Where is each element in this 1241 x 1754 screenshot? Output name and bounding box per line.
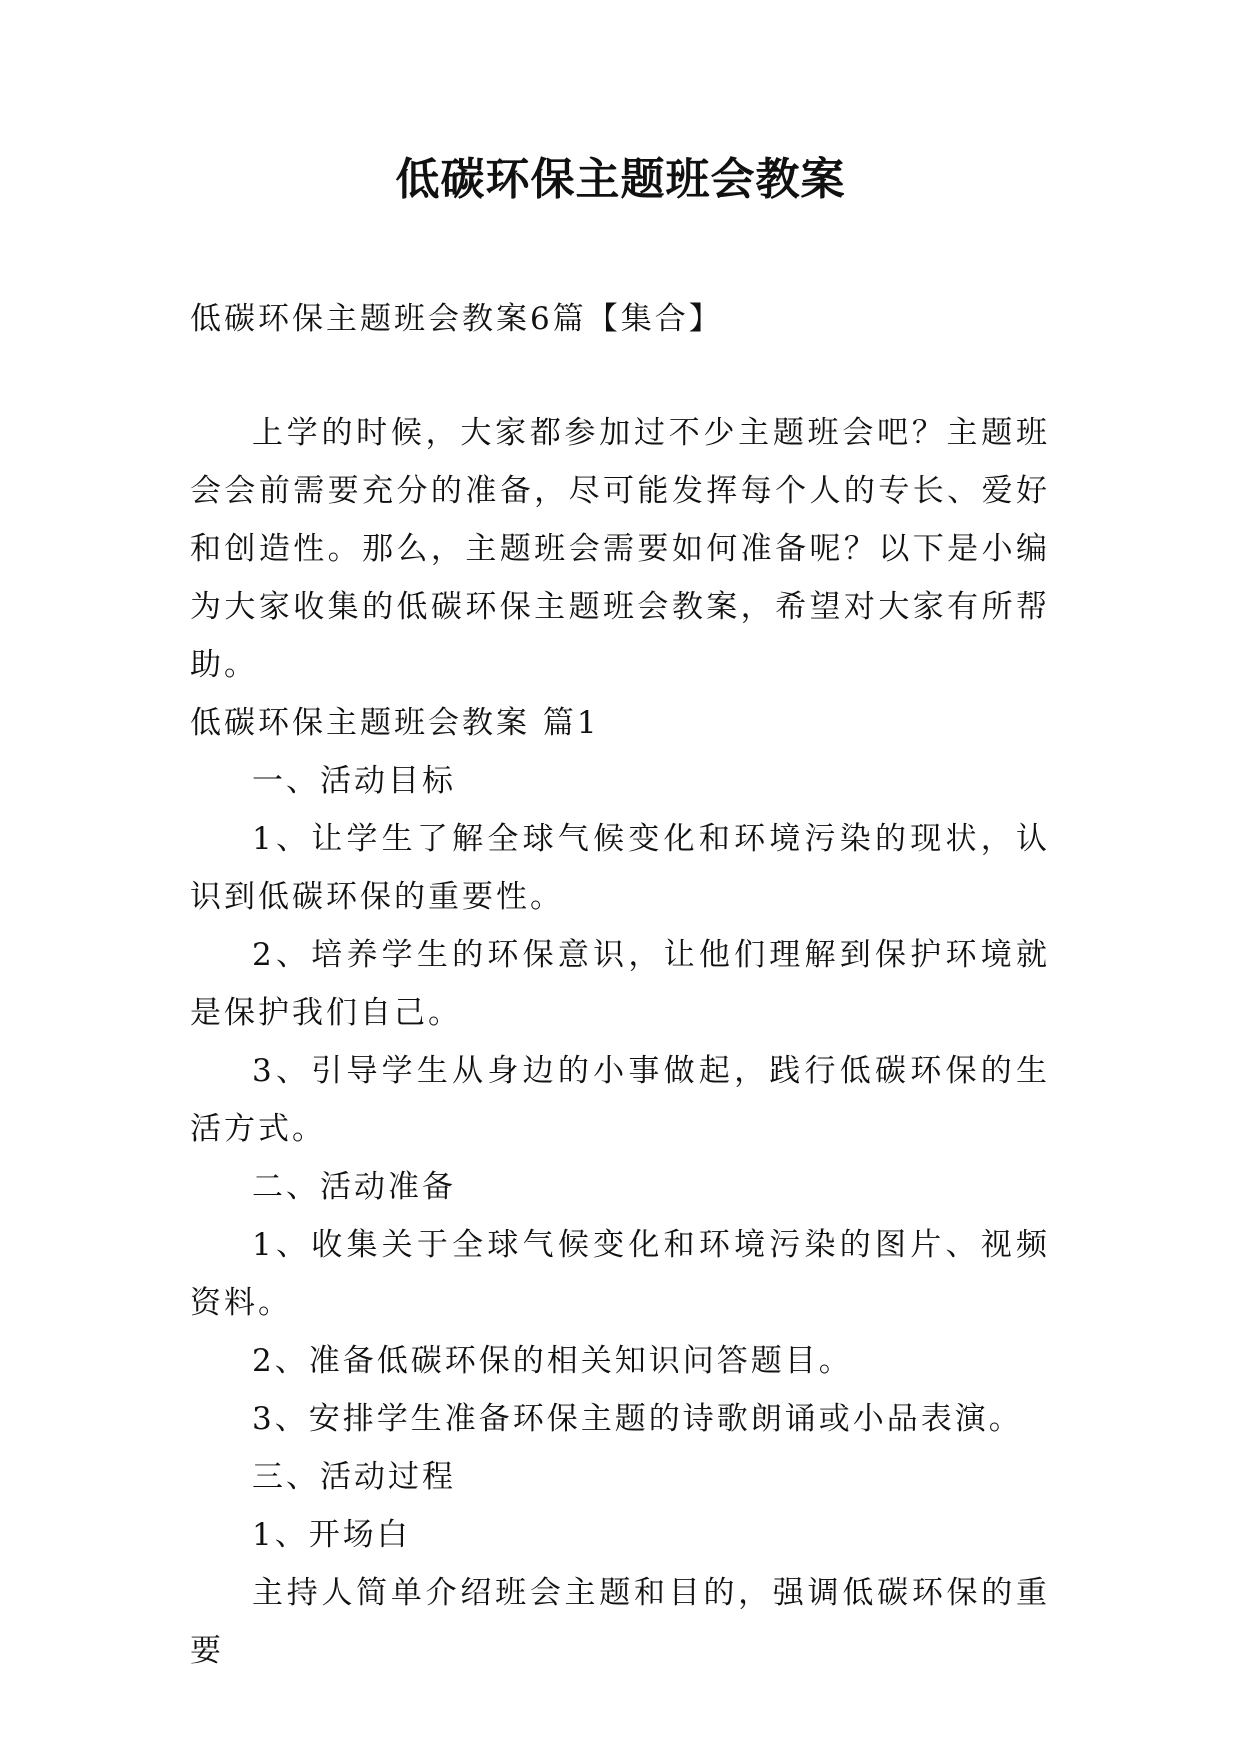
goal-item-2: 2、培养学生的环保意识，让他们理解到保护环境就是保护我们自己。 bbox=[190, 937, 1050, 1031]
preparation-item-2: 2、准备低碳环保的相关知识问答题目。 bbox=[252, 1343, 853, 1379]
heading-activity-goals: 一、活动目标 bbox=[252, 763, 456, 799]
section-heading-part1: 低碳环保主题班会教案 篇1 bbox=[190, 705, 600, 741]
goal-item-1: 1、让学生了解全球气候变化和环境污染的现状，认识到低碳环保的重要性。 bbox=[190, 821, 1050, 915]
document-subtitle: 低碳环保主题班会教案6篇【集合】 bbox=[190, 301, 723, 337]
preparation-item-1: 1、收集关于全球气候变化和环境污染的图片、视频资料。 bbox=[190, 1227, 1050, 1321]
document-title: 低碳环保主题班会教案 bbox=[395, 154, 846, 205]
document-body bbox=[190, 404, 1050, 1680]
process-item-1: 1、开场白 bbox=[252, 1517, 411, 1553]
goal-item-3: 3、引导学生从身边的小事做起，践行低碳环保的生活方式。 bbox=[190, 1053, 1050, 1147]
heading-activity-preparation: 二、活动准备 bbox=[252, 1169, 456, 1205]
intro-paragraph: 上学的时候，大家都参加过不少主题班会吧？主题班会会前需要充分的准备，尽可能发挥每个人的专长、爱好和创造性。那么，主题班会需要如何准备呢？以下是小编为大家收集的低碳环保主题班会教案，希望对大家有所帮助。 bbox=[190, 415, 1050, 683]
preparation-item-3: 3、安排学生准备环保主题的诗歌朗诵或小品表演。 bbox=[252, 1401, 1023, 1437]
heading-activity-process: 三、活动过程 bbox=[252, 1459, 456, 1495]
process-paragraph: 主持人简单介绍班会主题和目的，强调低碳环保的重要 bbox=[190, 1575, 1050, 1669]
